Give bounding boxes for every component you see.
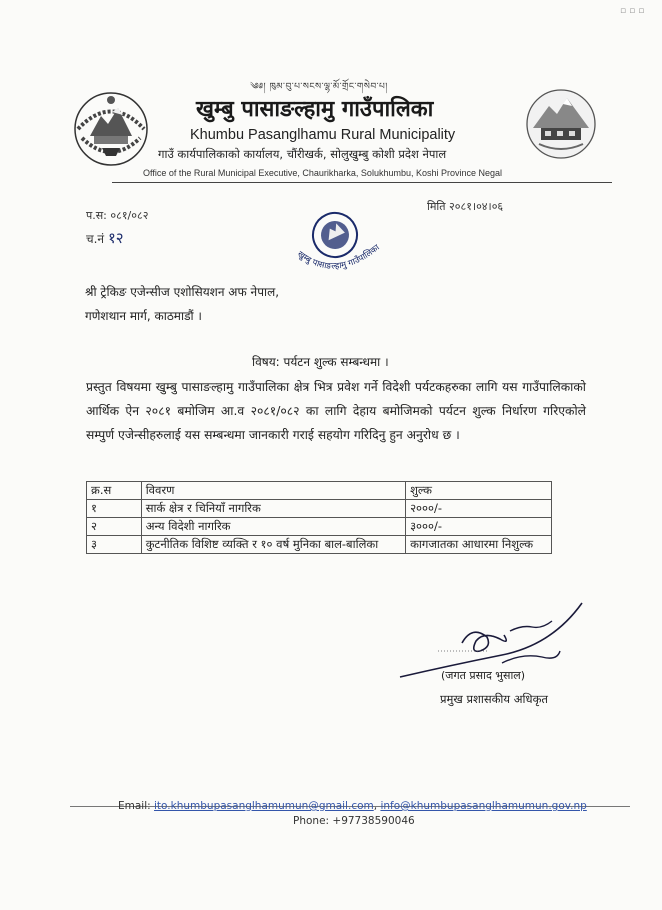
- municipality-logo: [523, 88, 599, 160]
- row-fee: २०००/-: [406, 500, 552, 518]
- dispatch-number-label: च.नं: [86, 232, 105, 246]
- signatory-name: (जगत प्रसाद भुसाल): [441, 669, 526, 682]
- table-row: [87, 518, 552, 536]
- footer-email-line: [118, 800, 587, 812]
- email-label: Email:: [118, 800, 151, 812]
- header-description: विवरण: [141, 482, 405, 500]
- dispatch-number: [86, 228, 124, 248]
- header-divider: [112, 182, 612, 183]
- table-header-row: [87, 482, 552, 500]
- table-row: [87, 500, 552, 518]
- nepal-emblem-logo: [68, 88, 154, 170]
- office-subtitle-english: Office of the Rural Municipal Executive, Chaurikharka, Solukhumbu, Koshi Province Negal: [143, 168, 503, 178]
- letter-subject: विषय: पर्यटन शुल्क सम्बन्धमा ।: [252, 355, 389, 369]
- dispatch-number-value: १२: [107, 229, 124, 247]
- row-description: सार्क क्षेत्र र चिनियाँ नागरिक: [141, 500, 405, 518]
- recipient-address: गणेशथान मार्ग, काठमाडौं ।: [85, 309, 202, 323]
- row-serial: १: [87, 500, 142, 518]
- scan-marks: ▫▫▫: [620, 6, 648, 16]
- office-subtitle-nepali: गाउँ कार्यपालिकाको कार्यालय, चौंरीखर्क, सोलुखुम्बु कोशी प्रदेश नेपाल: [158, 147, 447, 161]
- tourism-fee-table: [86, 481, 552, 554]
- email-link-secondary[interactable]: info@khumbupasanglhamumun.gov.np: [380, 800, 587, 812]
- signatory-title: प्रमुख प्रशासकीय अधिकृत: [440, 692, 548, 706]
- table-row: [87, 536, 552, 554]
- letter-body: प्रस्तुत विषयमा खुम्बु पासाङल्हामु गाउँपालिका क्षेत्र भित्र प्रवेश गर्ने विदेशी पर्यटकहरुका लागि यस गाउँपालिकाको आर्थिक ऐन २०८१ बमोजिम आ.व २०८१/०८२ का लागि देहाय बमोजिमको पर्यटन शुल्क निर्धारण गरिएकोले सम्पुर्ण एजेन्सीहरुलाई यस सम्बन्धमा जानकारी गराई सहयोग गरिदिनु हुन अनुरोध छ ।: [86, 380, 586, 442]
- header-serial: क्र.स: [87, 482, 142, 500]
- stamp-text: खुम्बु पासाङल्हामु गाउँपालिका: [295, 242, 382, 272]
- row-fee: ३०००/-: [406, 518, 552, 536]
- row-fee: कागजातका आधारमा निशुल्क: [406, 536, 552, 554]
- row-description: अन्य विदेशी नागरिक: [141, 518, 405, 536]
- tibetan-header-line: ༄༅། ཁུམ་བུ་པ་སངས་ལྷ་མོ་གྲོང་གསེབ་པ།: [250, 82, 388, 92]
- municipality-title-nepali: खुम्बु पासाङल्हामु गाउँपालिका: [196, 97, 434, 122]
- municipality-title-english: Khumbu Pasanglhamu Rural Municipality: [190, 127, 456, 143]
- email-link-primary[interactable]: ito.khumbupasanglhamumun@gmail.com: [154, 800, 374, 812]
- official-stamp: [283, 185, 388, 285]
- recipient-name: श्री ट्रेकिङ एजेन्सीज एशोसियशन अफ नेपाल,: [85, 285, 280, 299]
- row-serial: ३: [87, 536, 142, 554]
- row-serial: २: [87, 518, 142, 536]
- email-separator: ,: [373, 800, 381, 812]
- letter-date: मिति २०८१।०४।०६: [427, 200, 504, 213]
- footer-phone: Phone: +97738590046: [293, 815, 415, 827]
- row-description: कुटनीतिक विशिष्ट व्यक्ति र १० वर्ष मुनिका बाल-बालिका: [141, 536, 405, 554]
- header-fee: शुल्क: [406, 482, 552, 500]
- letter-reference-number: प.स: ०८१/०८२: [86, 209, 149, 222]
